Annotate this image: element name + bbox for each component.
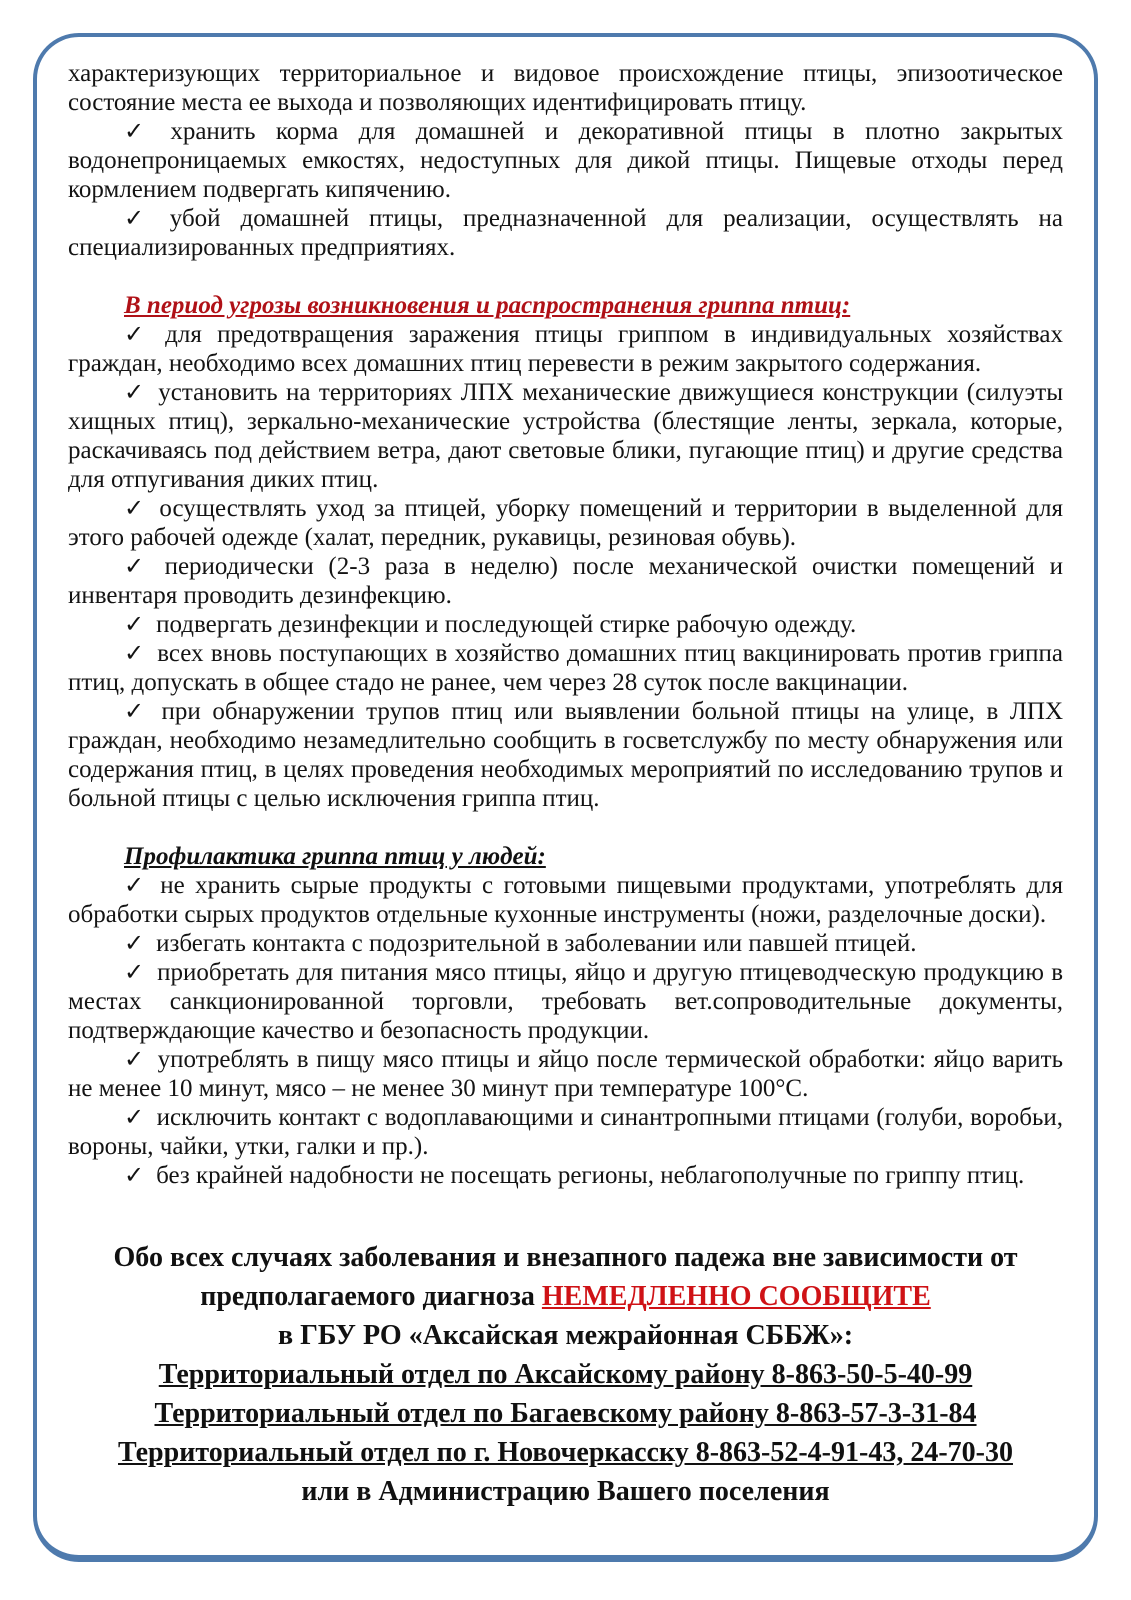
department-phone-novocherkassk: Территориальный отдел по г. Новочеркасску 8-863-52-4-91-43, 24-70-30 <box>118 1437 1013 1468</box>
checklist-item <box>68 1103 1063 1161</box>
checklist-item <box>68 378 1063 494</box>
alert-footer <box>68 1238 1063 1511</box>
checklist-item <box>68 871 1063 929</box>
check-icon: ✓ <box>124 378 147 406</box>
check-icon: ✓ <box>124 697 150 725</box>
checklist-item-text: осуществлять уход за птицей, уборку помещений и территории в выделенной для этого рабочей одежде (халат, передник, рукавицы, резиновая обувь). <box>68 495 1063 551</box>
administration-line: или в Администрацию Вашего поселения <box>301 1476 830 1507</box>
check-icon: ✓ <box>124 871 149 899</box>
check-icon: ✓ <box>124 117 159 145</box>
department-phone-bagaevsky: Территориальный отдел по Багаевскому району 8-863-57-3-31-84 <box>154 1398 977 1429</box>
check-icon: ✓ <box>124 494 148 522</box>
page-border-frame <box>33 33 1098 1562</box>
check-icon: ✓ <box>124 1103 145 1131</box>
checklist-item <box>68 929 1063 958</box>
checklist-item-text: убой домашней птицы, предназначенной для реализации, осуществлять на специализированных предприятиях. <box>68 205 1064 261</box>
checklist-item-text: подвергать дезинфекции и последующей стирке рабочую одежду. <box>156 611 857 638</box>
check-icon: ✓ <box>124 929 145 957</box>
checklist-item <box>68 1045 1063 1103</box>
checklist-item-text: не хранить сырые продукты с готовыми пищевыми продуктами, употреблять для обработки сырых продуктов отдельные кухонные инструменты (ножи, разделочные доски). <box>68 872 1064 928</box>
checklist-item <box>68 204 1063 262</box>
checklist-item-text: всех вновь поступающих в хозяйство домашних птиц вакцинировать против гриппа птиц, допускать в общее стадо не ранее, чем через 28 суток после вакцинации. <box>68 640 1064 696</box>
report-call-text: Обо всех случаях заболевания и внезапного падежа вне зависимости от предполагаемого диагноза <box>113 1242 1018 1312</box>
checklist-item <box>68 639 1063 697</box>
department-phone-aksay: Территориальный отдел по Аксайскому району 8-863-50-5-40-99 <box>158 1359 973 1390</box>
checklist-item <box>68 494 1063 552</box>
checklist-item-text: при обнаружении трупов птиц или выявлении больной птицы на улице, в ЛПХ граждан, необходимо незамедлительно сообщить в госветслужбу по месту обнаружения или содержания птиц, в целях проведения необходимых мероприятий по исследованию трупов и больной птицы с целью исключения гриппа птиц. <box>68 698 1063 812</box>
check-icon: ✓ <box>124 1161 145 1189</box>
checklist-item <box>68 117 1063 204</box>
report-call-alert: НЕМЕДЛЕННО СООБЩИТЕ <box>541 1281 931 1312</box>
check-icon: ✓ <box>124 552 153 580</box>
checklist-item-text: хранить корма для домашней и декоративной птицы в плотно закрытых водонепроницаемых емкостях, недоступных для дикой птицы. Пищевые отходы перед кормлением подвергать кипячению. <box>68 118 1064 203</box>
checklist-item-text: без крайней надобности не посещать регионы, неблагополучные по гриппу птиц. <box>156 1162 1025 1189</box>
checklist-item <box>68 552 1063 610</box>
check-icon: ✓ <box>124 639 146 667</box>
organization-line: в ГБУ РО «Аксайская межрайонная СББЖ»: <box>277 1320 854 1351</box>
check-icon: ✓ <box>124 1045 146 1073</box>
checklist-item <box>68 610 1063 639</box>
checklist-item-text: употреблять в пищу мясо птицы и яйцо после термической обработки: яйцо варить не менее 10 минут, мясо – не менее 30 минут при температуре 100°С. <box>68 1046 1063 1102</box>
checklist-item-text: приобретать для питания мясо птицы, яйцо и другую птицеводческую продукцию в местах санкционированной торговли, требовать вет.сопроводительные документы, подтверждающие качество и безопасность продукции. <box>68 959 1064 1044</box>
report-call-line <box>88 1238 1043 1316</box>
checklist-item-text: периодически (2-3 раза в неделю) после механической очистки помещений и инвентаря проводить дезинфекцию. <box>68 553 1063 609</box>
check-icon: ✓ <box>124 204 158 232</box>
checklist-item <box>68 697 1063 813</box>
check-icon: ✓ <box>124 610 145 638</box>
checklist-item <box>68 958 1063 1045</box>
checklist-item-text: для предотвращения заражения птицы гриппом в индивидуальных хозяйствах граждан, необходимо всех домашних птиц перевести в режим закрытого содержания. <box>68 321 1064 377</box>
checklist-item <box>68 320 1063 378</box>
check-icon: ✓ <box>124 958 146 986</box>
check-icon: ✓ <box>124 320 154 348</box>
intro-paragraph: характеризующих территориальное и видовое происхождение птицы, эпизоотическое состояние места ее выхода и позволяющих идентифицировать птицу. <box>68 60 1063 116</box>
section-heading-human-prevention: Профилактика гриппа птиц у людей: <box>124 843 546 870</box>
checklist-item-text: избегать контакта с подозрительной в заболевании или павшей птицей. <box>156 930 917 957</box>
section-heading-threat-period: В период угрозы возникновения и распространения гриппа птиц: <box>124 292 851 319</box>
checklist-item <box>68 1161 1063 1190</box>
checklist-item-text: исключить контакт с водоплавающими и синантропными птицами (голуби, воробьи, вороны, чайки, утки, галки и пр.). <box>68 1104 1064 1160</box>
checklist-item-text: установить на территориях ЛПХ механические движущиеся конструкции (силуэты хищных птиц), зеркально-механические устройства (блестящие ленты, зеркала, которые, раскачиваясь под действием ветра, дают световые блики, пугающие птиц) и другие средства для отпугивания диких птиц. <box>68 379 1064 493</box>
